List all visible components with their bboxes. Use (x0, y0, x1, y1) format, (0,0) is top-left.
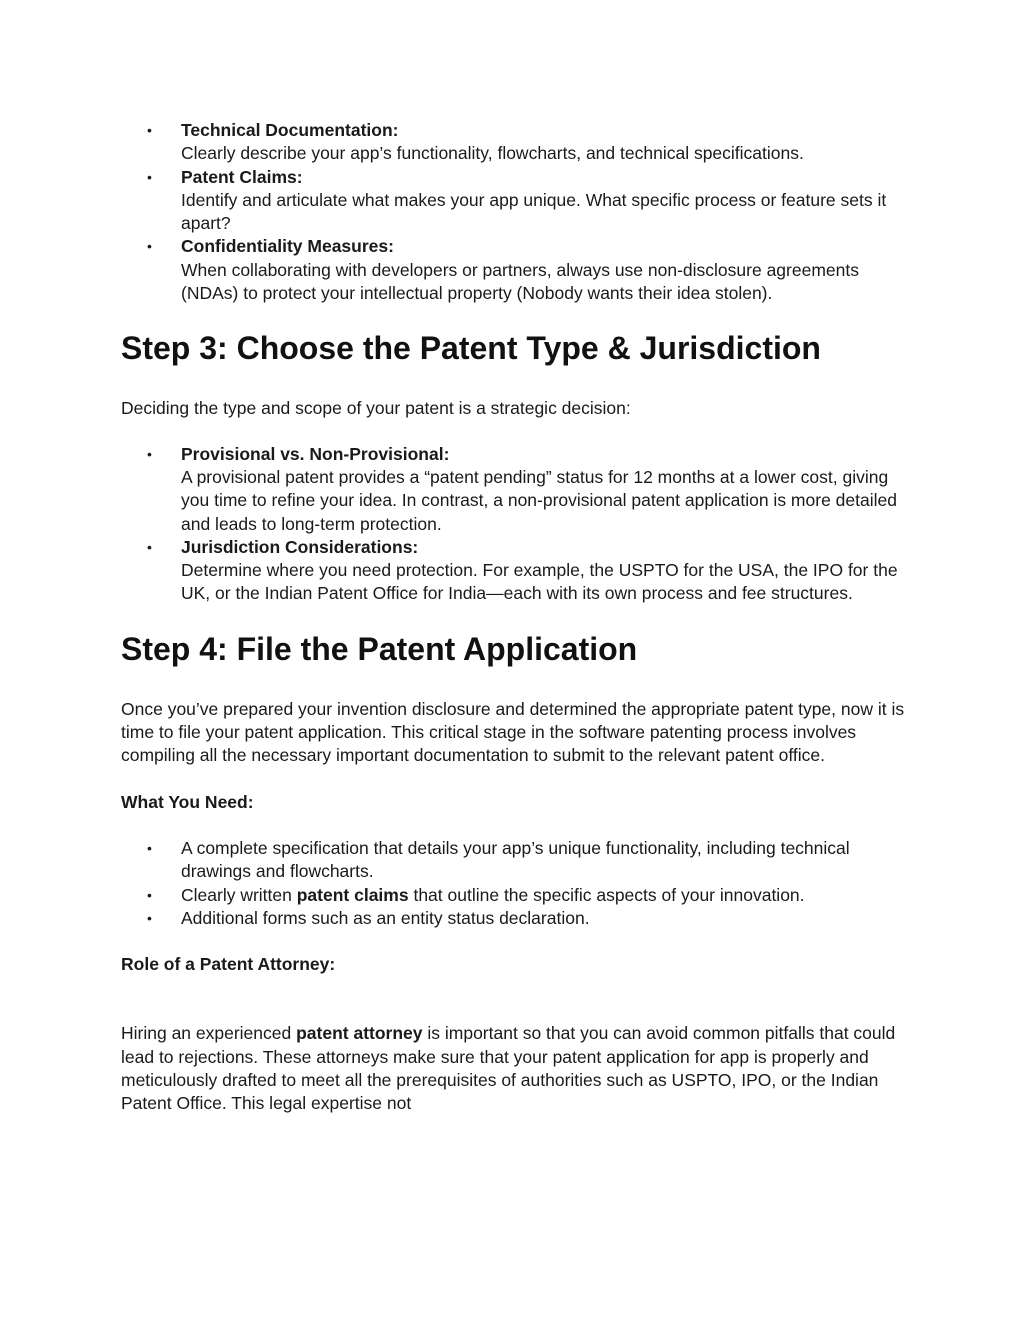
list-item (121, 119, 911, 166)
item-description: A provisional patent provides a “patent pending” status for 12 months at a lower cost, giving you time to refine your idea. In contrast, a non-provisional patent application is more detailed and leads to long-term protection. (181, 466, 897, 534)
item-term: Technical Documentation: (181, 120, 399, 140)
list-item (121, 235, 911, 305)
item-description: Clearly describe your app’s functionality, flowcharts, and technical specifications. (181, 143, 804, 164)
item-description: When collaborating with developers or partners, always use non-disclosure agreements (NDAs) to protect your intellectual property (Nobody wants their idea stolen). (181, 259, 859, 304)
item-term: Jurisdiction Considerations: (181, 536, 419, 557)
bullet-icon: • (147, 238, 152, 255)
needs-bullet-list (121, 837, 911, 930)
step4-intro: Once you’ve prepared your invention disclosure and determined the appropriate patent type, now it is time to file your patent application. This critical stage in the software patenting process involves compiling all the necessary important documentation to submit to the relevant patent office. (121, 698, 905, 766)
bullet-icon: • (147, 122, 152, 138)
role-text-after: is important so that you can avoid common pitfalls that could lead to rejections. These attorneys make sure that your patent application for app is properly and meticulously drafted to meet all the prerequisites of authorities such as USPTO, IPO, or the Indian Patent Office. This legal expertise not (121, 1023, 896, 1114)
item-description: Determine where you need protection. For example, the USPTO for the USA, the IPO for the UK, or the Indian Patent Office for India—each with its own process and fee structures. (181, 560, 898, 604)
bullet-icon: • (147, 839, 152, 856)
intro-bullet-list (121, 119, 911, 305)
step3-bullet-list (121, 443, 911, 606)
step4-heading: Step 4: File the Patent Application (121, 630, 638, 667)
item-term: Confidentiality Measures: (181, 236, 394, 257)
bullet-icon: • (147, 168, 152, 185)
patent-attorney-emphasis: patent attorney (296, 1023, 423, 1044)
bullet-icon: • (147, 886, 152, 903)
item-text: A complete specification that details your app’s unique functionality, including technical drawings and flowcharts. (181, 837, 850, 882)
item-text: Additional forms such as an entity status declaration. (181, 907, 590, 928)
role-label: Role of a Patent Attorney: (121, 954, 336, 975)
what-you-need-label: What You Need: (121, 791, 254, 812)
list-item (121, 884, 911, 907)
item-description: Identify and articulate what makes your app unique. What specific process or feature sets it apart? (181, 189, 887, 234)
document-page (121, 119, 911, 1116)
list-item (121, 443, 911, 536)
item-text-after: that outline the specific aspects of your innovation. (408, 884, 805, 905)
role-paragraph (121, 1022, 911, 1115)
list-item (121, 837, 911, 884)
step3-intro: Deciding the type and scope of your patent is a strategic decision: (121, 398, 631, 419)
role-text-before: Hiring an experienced (121, 1023, 297, 1044)
list-item (121, 907, 911, 930)
bullet-icon: • (147, 538, 152, 555)
patent-claims-emphasis: patent claims (296, 884, 409, 905)
item-term: Provisional vs. Non-Provisional: (181, 443, 450, 464)
list-item (121, 536, 911, 606)
step3-heading: Step 3: Choose the Patent Type & Jurisdiction (121, 330, 821, 367)
item-term: Patent Claims: (181, 166, 303, 187)
list-item (121, 166, 911, 236)
bullet-icon: • (147, 445, 152, 462)
item-text-before: Clearly written (181, 884, 297, 905)
bullet-icon: • (147, 909, 152, 926)
